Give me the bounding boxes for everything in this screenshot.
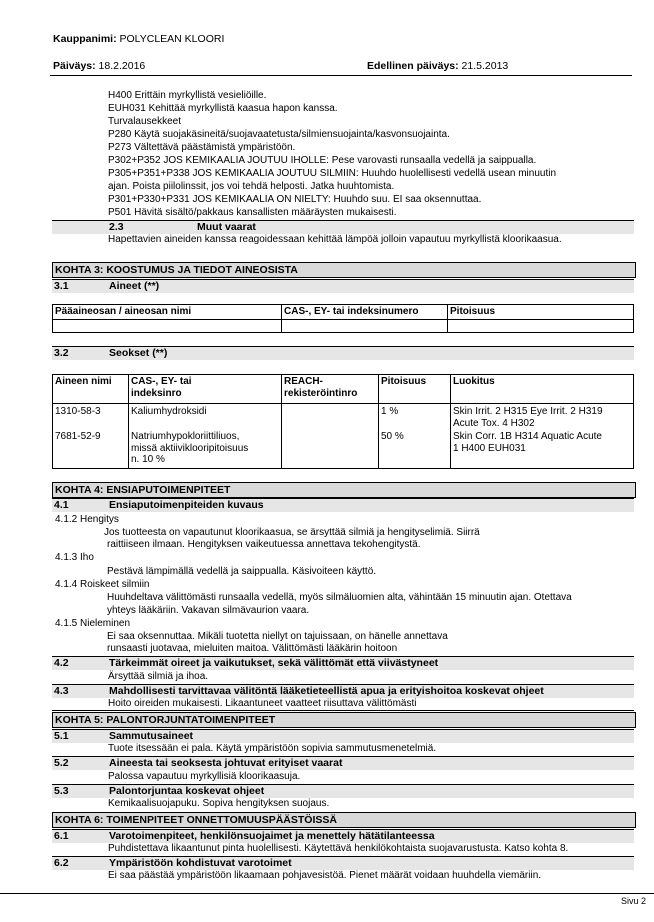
classification-line: Acute Tox. 4 H302: [453, 417, 535, 429]
table-cell-concentration: 50 %: [379, 430, 451, 468]
subsection-title: Mahdollisesti tarvittavaa välitöntä lääketieteellistä apua ja erityishoitoa koskevat ohjeet: [109, 685, 544, 697]
subsection-number: 6.1: [54, 830, 69, 842]
table-cell: [282, 319, 448, 332]
section-4-header: KOHTA 4: ENSIAPUTOIMENPITEET: [52, 482, 636, 498]
header-line: indeksinro: [131, 387, 182, 399]
subsection-4-1: [52, 498, 634, 512]
header-line: rekisteröintinro: [284, 387, 358, 399]
table-cell: [448, 319, 634, 332]
table-cell-cas: 7681-52-9: [53, 430, 129, 468]
subsection-title: Muut vaarat: [197, 221, 256, 233]
first-aid-ingestion-label: 4.1.5 Nieleminen: [55, 618, 131, 629]
subsection-4-3: [52, 684, 634, 698]
table-row: [53, 430, 634, 468]
table-cell-classification: [451, 430, 634, 468]
previous-date-value: 21.5.2013: [461, 60, 509, 72]
table-cell-reach: [282, 430, 379, 468]
subsection-title: Varotoimenpiteet, henkilönsuojaimet ja menettely hätätilanteessa: [109, 830, 435, 842]
page-number: Sivu 2: [620, 896, 646, 906]
classification-line: Skin Irrit. 2 H315 Eye Irrit. 2 H319: [453, 406, 603, 417]
subsection-number: 5.1: [54, 730, 69, 742]
subsection-5-3: [52, 784, 634, 798]
hazard-line: P305+P351+P338 JOS KEMIKAALIA JOUTUU SILMIIN: Huuhdo huolellisesti vedellä usean minuutin: [108, 168, 557, 179]
substances-table: [52, 304, 634, 333]
table-header-cas: [129, 375, 282, 404]
mixtures-table: [52, 374, 634, 469]
table-cell-cas: 1310-58-3: [53, 404, 129, 431]
subsection-title: Aineet (**): [109, 280, 160, 292]
first-aid-text: runsaasti juotavaa, mieluiten maitoa. Välittömästi lääkärin hoitoon: [107, 643, 398, 654]
subsection-4-2: [52, 656, 634, 670]
issue-date: [53, 60, 145, 72]
first-aid-text: Pestävä lämpimällä vedellä ja saippualla. Käsivoiteen käyttö.: [107, 566, 377, 577]
subsection-3-1: [52, 279, 634, 293]
table-header-concentration: Pitoisuus: [448, 305, 634, 320]
table-cell-name: [129, 430, 282, 468]
table-header-classification: Luokitus: [451, 375, 634, 404]
special-hazards-text: Palossa vapautuu myrkyllisiä kloorikaasuja.: [108, 771, 301, 782]
issue-date-label: Päiväys:: [53, 60, 96, 72]
table-cell-name: Kaliumhydroksidi: [129, 404, 282, 431]
subsection-title: Ensiaputoimenpiteiden kuvaus: [109, 499, 264, 511]
subsection-2-3: [52, 220, 634, 234]
first-aid-eyes-label: 4.1.4 Roiskeet silmiin: [55, 579, 150, 590]
first-aid-text: Jos tuotteesta on vapautunut kloorikaasua, se ärsyttää silmiä ja hengityselimiä. Siirrä: [104, 527, 480, 538]
issue-date-value: 18.2.2016: [98, 60, 146, 72]
subsection-5-1: [52, 729, 634, 743]
table-header-reach: [282, 375, 379, 404]
symptoms-text: Ärsyttää silmiä ja ihoa.: [108, 671, 209, 682]
header-line: REACH-: [284, 376, 323, 387]
table-row: [53, 404, 634, 431]
subsection-number: 3.2: [54, 347, 69, 359]
first-aid-inhalation-label: 4.1.2 Hengitys: [55, 514, 119, 525]
subsection-title: Aineesta tai seoksesta johtuvat erityiset vaarat: [109, 757, 343, 769]
name-line: n. 10 %: [131, 454, 165, 465]
subsection-title: Sammutusaineet: [109, 730, 194, 742]
table-cell-reach: [282, 404, 379, 431]
classification-line: Skin Corr. 1B H314 Aquatic Acute: [453, 431, 602, 442]
trade-name-label: Kauppanimi:: [53, 33, 117, 45]
table-cell: [53, 319, 282, 332]
footer-divider: [0, 893, 654, 894]
table-cell-concentration: 1 %: [379, 404, 451, 431]
header-line: CAS-, EY- tai: [131, 376, 192, 387]
subsection-number: 6.2: [54, 857, 69, 869]
hazard-line: EUH031 Kehittää myrkyllistä kaasua hapon kanssa.: [108, 103, 338, 114]
previous-date: [367, 60, 508, 72]
header-divider: [50, 75, 632, 76]
subsection-title: Tärkeimmät oireet ja vaikutukset, sekä välittömät että viivästyneet: [109, 657, 439, 669]
subsection-6-1: [52, 829, 634, 843]
divider: [52, 710, 634, 711]
section-6-header: KOHTA 6: TOIMENPITEET ONNETTOMUUSPÄÄSTÖISSÄ: [52, 812, 636, 828]
subsection-number: 2.3: [109, 221, 124, 233]
hazard-line: Turvalausekkeet: [108, 116, 181, 127]
hazard-line: H400 Erittäin myrkyllistä vesieliöille.: [108, 90, 267, 101]
section-3-header: KOHTA 3: KOOSTUMUS JA TIEDOT AINEOSISTA: [52, 262, 636, 278]
subsection-number: 5.2: [54, 757, 69, 769]
section-5-header: KOHTA 5: PALONTORJUNTATOIMENPITEET: [52, 712, 636, 728]
first-aid-text: Huuhdeltava välittömästi runsaalla vedellä, myös silmäluomien alta, vähintään 15 minuutin ajan. Otettava: [107, 592, 572, 603]
name-line: missä aktiiviklooripitoisuus: [131, 442, 249, 454]
subsection-number: 4.1: [54, 499, 69, 511]
medical-attention-text: Hoito oireiden mukaisesti. Likaantuneet vaatteet riisuttava välittömästi: [108, 698, 417, 709]
name-line: Natriumhypokloriittiliuos,: [131, 431, 240, 442]
subsection-number: 5.3: [54, 785, 69, 797]
first-aid-skin-label: 4.1.3 Iho: [55, 552, 94, 563]
other-hazards-text: Hapettavien aineiden kanssa reagoidessaan kehittää lämpöä jolloin vapautuu myrkyllistä kloorikaasua.: [108, 234, 562, 245]
trade-name: [53, 33, 224, 45]
hazard-line: ajan. Poista piilolinssit, jos voi tehdä helposti. Jatka huuhtomista.: [108, 181, 395, 192]
hazard-line: P301+P330+P331 JOS KEMIKAALIA ON NIELTY: Huuhdo suu. EI saa oksennuttaa.: [108, 194, 482, 205]
subsection-number: 4.2: [54, 657, 69, 669]
subsection-title: Palontorjuntaa koskevat ohjeet: [109, 785, 265, 797]
table-header-substance: Aineen nimi: [53, 375, 129, 404]
subsection-3-2: [52, 346, 634, 360]
subsection-number: 3.1: [54, 280, 69, 292]
table-cell-classification: [451, 404, 634, 431]
hazard-line: P302+P352 JOS KEMIKAALIA JOUTUU IHOLLE: Pese varovasti runsaalla vedellä ja saippualla.: [108, 155, 537, 166]
subsection-5-2: [52, 756, 634, 770]
first-aid-text: yhteys lääkäriin. Vakavan silmävaurion vaara.: [107, 605, 310, 616]
first-aid-text: Ei saa oksennuttaa. Mikäli tuotetta niellyt on tajuissaan, on hänelle annettava: [107, 631, 448, 642]
table-header-cas: CAS-, EY- tai indeksinumero: [282, 305, 448, 320]
classification-line: 1 H400 EUH031: [453, 442, 526, 454]
previous-date-label: Edellinen päiväys:: [367, 60, 459, 72]
subsection-title: Seokset (**): [109, 347, 168, 359]
hazard-line: P280 Käytä suojakäsineitä/suojavaatetusta/silmiensuojainta/kasvonsuojainta.: [108, 129, 450, 140]
hazard-line: P273 Vältettävä päästämistä ympäristöön.: [108, 142, 296, 153]
subsection-number: 4.3: [54, 685, 69, 697]
first-aid-text: raittiiseen ilmaan. Hengityksen vaikeutuessa annettava tekohengitystä.: [107, 539, 421, 550]
table-header-concentration: Pitoisuus: [379, 375, 451, 404]
environmental-precautions-text: Ei saa päästää ympäristöön likaamaan pohjavesistöä. Pienet määrät voidaan huuhdella viemäriin.: [108, 870, 542, 881]
hazard-line: P501 Hävitä sisältö/pakkaus kansallisten määräysten mukaisesti.: [108, 207, 397, 218]
table-header-name: Pääaineosan / aineosan nimi: [53, 305, 282, 320]
subsection-title: Ympäristöön kohdistuvat varotoimet: [109, 857, 292, 869]
subsection-6-2: [52, 856, 634, 870]
trade-name-value: POLYCLEAN KLOORI: [119, 33, 225, 45]
precautions-text: Puhdistettava likaantunut pinta huolellisesti. Käytettävä henkilökohtaista suojavarustusta. Katso kohta 8.: [108, 843, 569, 854]
extinguishing-text: Tuote itsessään ei pala. Käytä ympäristöön sopivia sammutusmenetelmiä.: [108, 743, 437, 754]
firefighting-advice-text: Kemikaalisuojapuku. Sopiva hengityksen suojaus.: [108, 798, 330, 809]
